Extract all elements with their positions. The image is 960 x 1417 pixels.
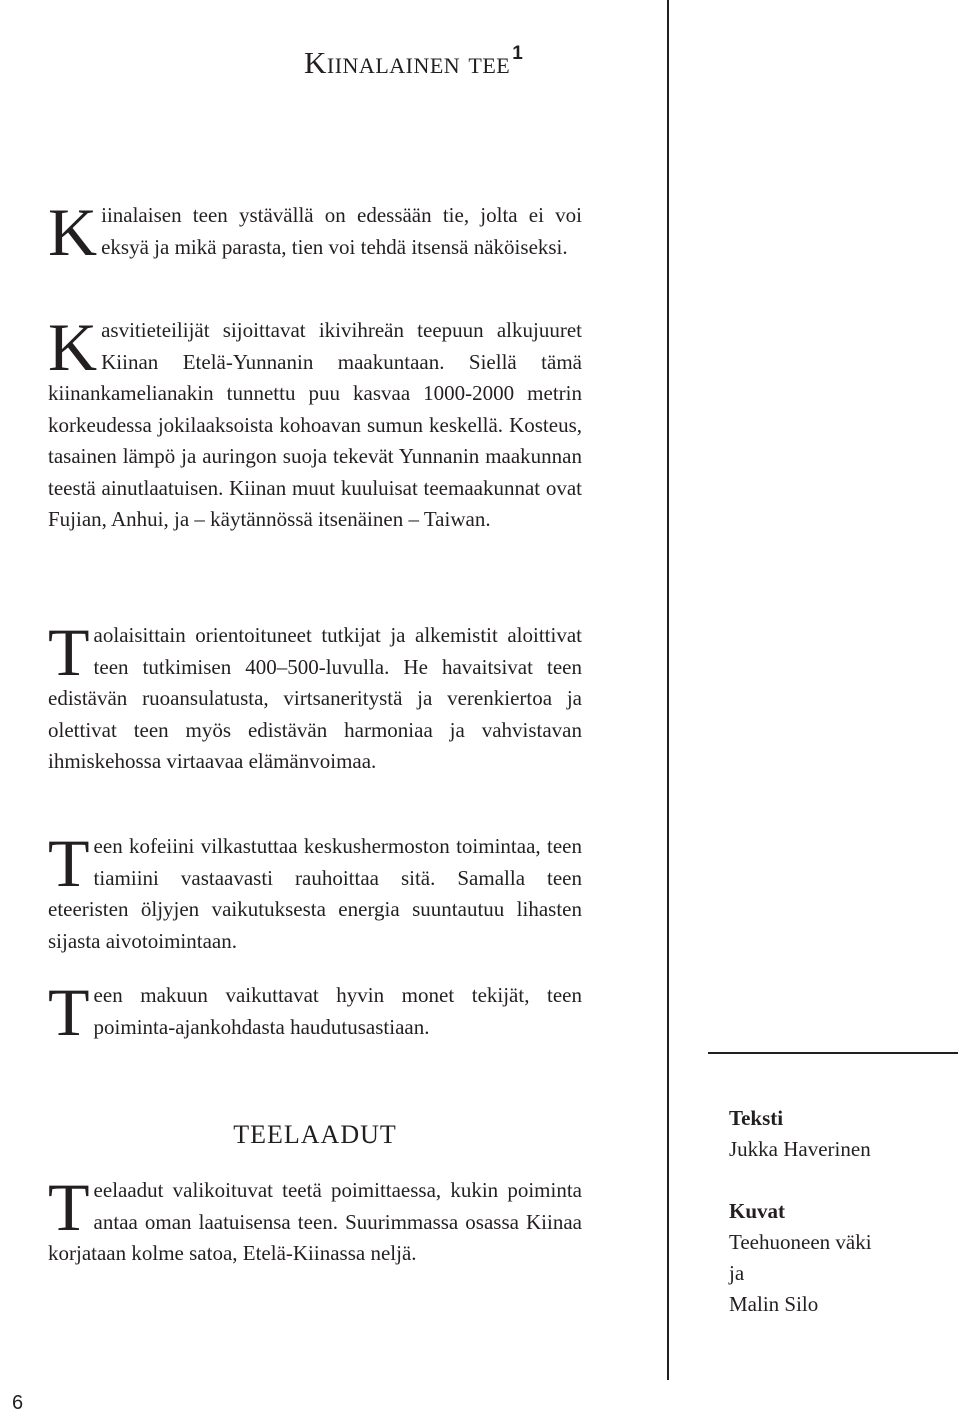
paragraph-text: iinalaisen teen ystävällä on edessään tie, jolta ei voi eksyä ja mikä parasta, tien voi tehdä itsensä näköiseksi.: [101, 203, 582, 259]
credits-photos-line: ja: [729, 1261, 745, 1285]
paragraph-5: [48, 974, 582, 1050]
title-text: Kiinalainen tee: [304, 44, 511, 80]
paragraph-1: [48, 194, 582, 270]
credits-photos-label: Kuvat: [729, 1199, 786, 1223]
credits-photos-line: Teehuoneen väki: [729, 1230, 872, 1254]
title-footnote: 1: [512, 42, 524, 64]
column-divider: [667, 0, 669, 1380]
section-title: TEELAADUT: [233, 1120, 397, 1149]
drop-cap: K: [48, 309, 98, 385]
drop-cap: T: [48, 974, 90, 1050]
article-title: [304, 43, 523, 81]
drop-cap: K: [48, 194, 98, 270]
drop-cap: T: [48, 1169, 90, 1245]
credits-text-author: Jukka Haverinen: [729, 1137, 871, 1161]
credits-rule: [708, 1052, 958, 1054]
paragraph-text: een makuun vaikuttavat hyvin monet tekijät, teen poiminta-ajankohdasta haudutusastiaan.: [93, 983, 582, 1039]
paragraph-3: [48, 614, 582, 778]
paragraph-text: aolaisittain orientoituneet tutkijat ja alkemistit aloittivat teen tutkimisen 400–500-luvulla. He havaitsivat teen edistävän ruoansulatusta, virtsaneritystä ja verenkiertoa ja olettivat teen myös edistävän harmoniaa ja vahvistavan ihmiskehossa virtaavaa elämänvoimaa.: [48, 623, 582, 773]
paragraph-2: [48, 309, 582, 536]
drop-cap: T: [48, 614, 90, 690]
paragraph-text: een kofeiini vilkastuttaa keskushermoston toimintaa, teen tiamiini vastaavasti rauhoittaa sitä. Samalla teen eteeristen öljyjen vaikutuksesta energia suuntautuu lihasten sijasta aivotoimintaan.: [48, 834, 582, 953]
paragraph-4: [48, 825, 582, 957]
page-number: 6: [12, 1392, 24, 1414]
paragraph-text: eelaadut valikoituvat teetä poimittaessa, kukin poiminta antaa oman laatuisensa teen. Suurimmassa osassa Kiinaa korjataan kolme satoa, Etelä-Kiinassa neljä.: [48, 1178, 582, 1265]
credits-text-label: Teksti: [729, 1106, 784, 1130]
drop-cap: T: [48, 825, 90, 901]
section-paragraph: [48, 1169, 582, 1270]
credits: [729, 1103, 872, 1320]
paragraph-text: asvitieteilijät sijoittavat ikivihreän teepuun alkujuuret Kiinan Etelä-Yunnanin maakuntaan. Siellä tämä kiinankamelianakin tunnettu puu kasvaa 1000-2000 metrin korkeudessa jokilaaksoista kohoavan sumun keskellä. Kosteus, tasainen lämpö ja auringon suoja tekevät Yunnanin maakunnan teestä ainutlaatuisen. Kiinan muut kuuluisat teemaakunnat ovat Fujian, Anhui, ja – käytännössä itsenäinen – Taiwan.: [48, 318, 582, 531]
credits-photos-line: Malin Silo: [729, 1292, 819, 1316]
